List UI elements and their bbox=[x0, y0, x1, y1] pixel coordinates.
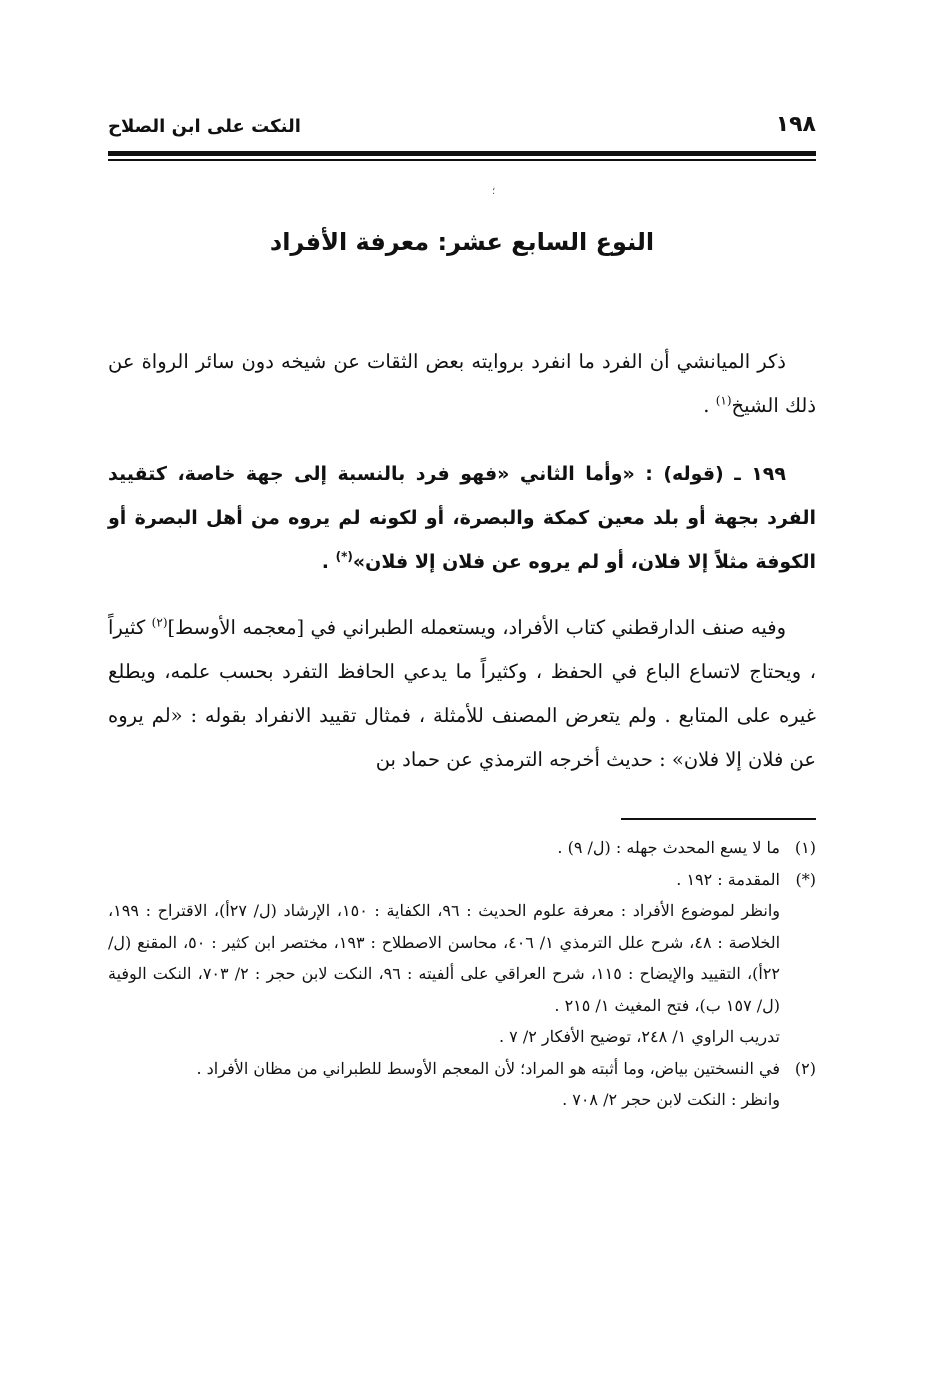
header-rule-thick bbox=[108, 151, 816, 156]
footnotes bbox=[108, 832, 816, 1116]
paragraph-1 bbox=[108, 340, 816, 428]
header-rule-thin bbox=[108, 159, 816, 161]
paragraph-2-end: . bbox=[321, 551, 336, 573]
footnote-2 bbox=[108, 1053, 816, 1085]
footnote-star-references-2: تدريب الراوي ١/ ٢٤٨، توضيح الأفكار ٢/ ٧ . bbox=[498, 1027, 780, 1046]
page-header bbox=[108, 112, 816, 152]
chapter-title: النوع السابع عشر: معرفة الأفراد bbox=[269, 228, 655, 256]
paragraph-3-part1: وفيه صنف الدارقطني كتاب الأفراد، ويستعمله الطبراني في [معجمه الأوسط] bbox=[167, 616, 786, 639]
stray-mark: ؛ bbox=[492, 186, 496, 197]
footnote-ref-star: (*) bbox=[335, 549, 353, 564]
paragraph-2-quote bbox=[108, 452, 816, 584]
paragraph-2-text: ١٩٩ ـ (قوله) : «وأما الثاني «فهو فرد بالنسبة إلى جهة خاصة، كتقييد الفرد بجهة أو بلد معين كمكة والبصرة، أو لكونه لم يروه من أهل البصرة أو الكوفة مثلاً إلا فلان، أو لم يروه عن فلان إلا فلان» bbox=[108, 463, 816, 573]
footnote-ref-1: (١) bbox=[715, 393, 732, 408]
footnote-separator bbox=[621, 818, 816, 820]
footnote-star bbox=[108, 864, 816, 896]
page-number: ١٩٨ bbox=[775, 112, 816, 137]
footnote-1-number: (١) bbox=[794, 838, 816, 857]
paragraph-3-part2: كثيراً ، ويحتاج لاتساع الباع في الحفظ ، وكثيراً ما يدعي الحافظ التفرد بحسب علمه، ويطلع غيره على المتابع . ولم يتعرض المصنف للأمثلة ، فمثال تقييد الانفراد بقوله : «لم يروه عن فلان إلا فلان» : حديث أخرجه الترمذي عن حماد بن bbox=[108, 616, 816, 771]
footnote-ref-2: (٢) bbox=[151, 615, 168, 630]
footnote-2-text: في النسختين بياض، وما أثبته هو المراد؛ لأن المعجم الأوسط للطبراني من مظان الأفراد . bbox=[196, 1058, 780, 1078]
footnote-star-number: (*) bbox=[795, 869, 816, 889]
footnote-star-references: وانظر لموضوع الأفراد : معرفة علوم الحديث : ٩٦، الكفاية : ١٥٠، الإرشاد (ل/ ٢٧أ)، الاقتراح : ١٩٩، الخلاصة : ٤٨، شرح علل الترمذي ١/ ٤٠٦، محاسن الاصطلاح : ١٩٣، مختصر ابن كثير : ٥٠، المقنع (ل/ ٢٢أ)، التقييد والإيضاح : ١١٥، شرح العراقي على ألفيته : ٩٦، النكت لابن حجر : ٢/ ٧٠٣، النكت الوفية (ل/ ١٥٧ ب)، فتح المغيث ١/ ٢١٥ . bbox=[108, 901, 781, 1015]
footnote-1 bbox=[108, 832, 816, 864]
footnote-1-text: ما لا يسع المحدث جهله : (ل/ ٩) . bbox=[557, 838, 780, 857]
paragraph-1-end: . bbox=[703, 394, 716, 417]
footnote-2-reference: وانظر : النكت لابن حجر ٢/ ٧٠٨ . bbox=[562, 1090, 780, 1109]
footnote-2-number: (٢) bbox=[794, 1058, 816, 1078]
running-title: النكت على ابن الصلاح bbox=[108, 116, 301, 137]
footnote-star-text: المقدمة : ١٩٢ . bbox=[676, 869, 780, 889]
paragraph-3 bbox=[108, 606, 816, 782]
paragraph-1-text: ذكر الميانشي أن الفرد ما انفرد بروايته بعض الثقات عن شيخه دون سائر الرواة عن ذلك الشيخ bbox=[108, 350, 816, 417]
